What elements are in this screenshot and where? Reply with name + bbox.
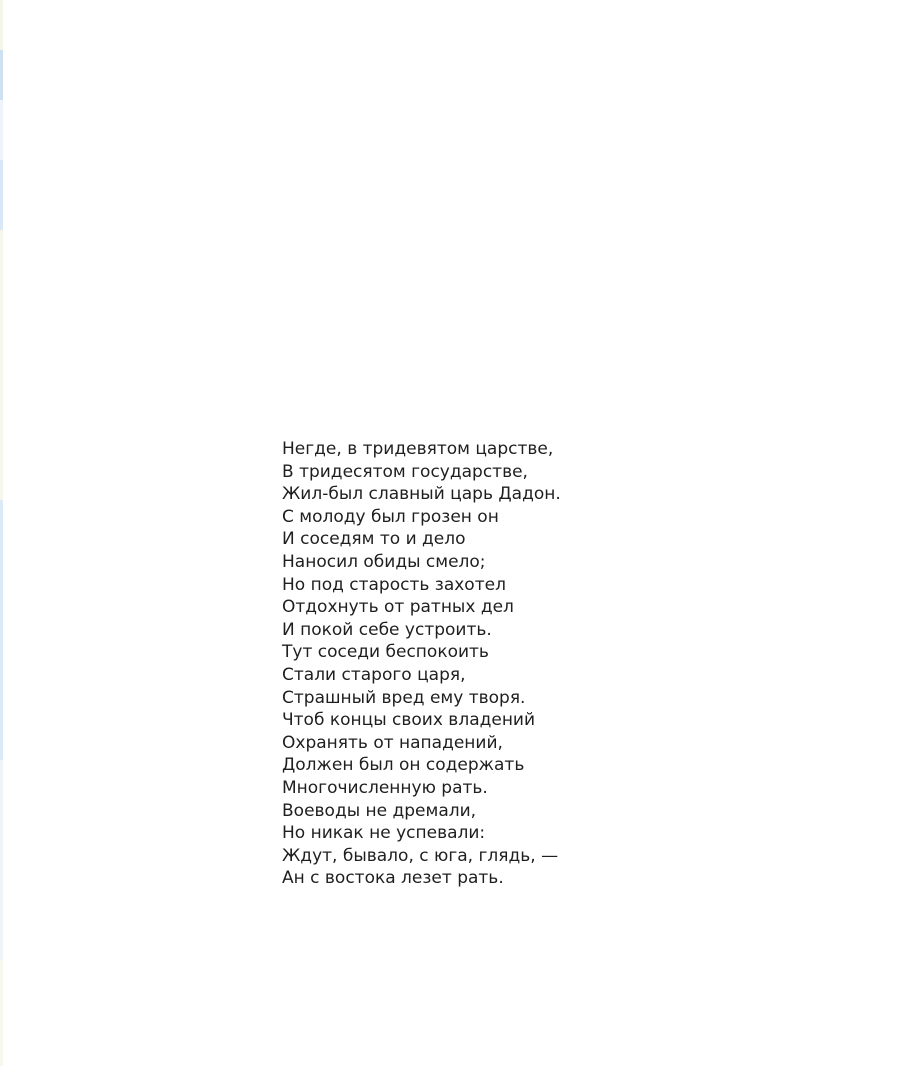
verse-line: Ан с востока лезет рать. (282, 868, 504, 889)
verse-line: Жил-был славный царь Дадон. (282, 484, 561, 505)
verse-line: Воеводы не дремали, (282, 800, 477, 821)
page-edge-strip (0, 0, 3, 1066)
verse-line: Наносил обиды смело; (282, 551, 486, 572)
verse-line: Чтоб концы своих владений (282, 710, 536, 731)
verse-line: И соседям то и дело (282, 529, 466, 550)
verse-line: Но никак не успевали: (282, 823, 486, 844)
verse-line: Многочисленную рать. (282, 777, 488, 798)
verse-line: С молоду был грозен он (282, 506, 499, 527)
verse-line: Страшный вред ему творя. (282, 687, 526, 708)
verse-line: Ждут, бывало, с юга, глядь, — (282, 845, 559, 866)
verse-line: Тут соседи беспокоить (282, 642, 489, 663)
verse-line: Стали старого царя, (282, 664, 466, 685)
verse-line: Негде, в тридевятом царстве, (282, 439, 554, 459)
poem-text (282, 438, 561, 890)
verse-line: Отдохнуть от ратных дел (282, 597, 514, 618)
verse-line: В тридесятом государстве, (282, 461, 528, 482)
verse-line: Должен был он содержать (282, 755, 525, 776)
verse-line: И покой себе устроить. (282, 619, 492, 640)
verse-line: Но под старость захотел (282, 574, 506, 595)
verse-line: Охранять от нападений, (282, 732, 503, 753)
